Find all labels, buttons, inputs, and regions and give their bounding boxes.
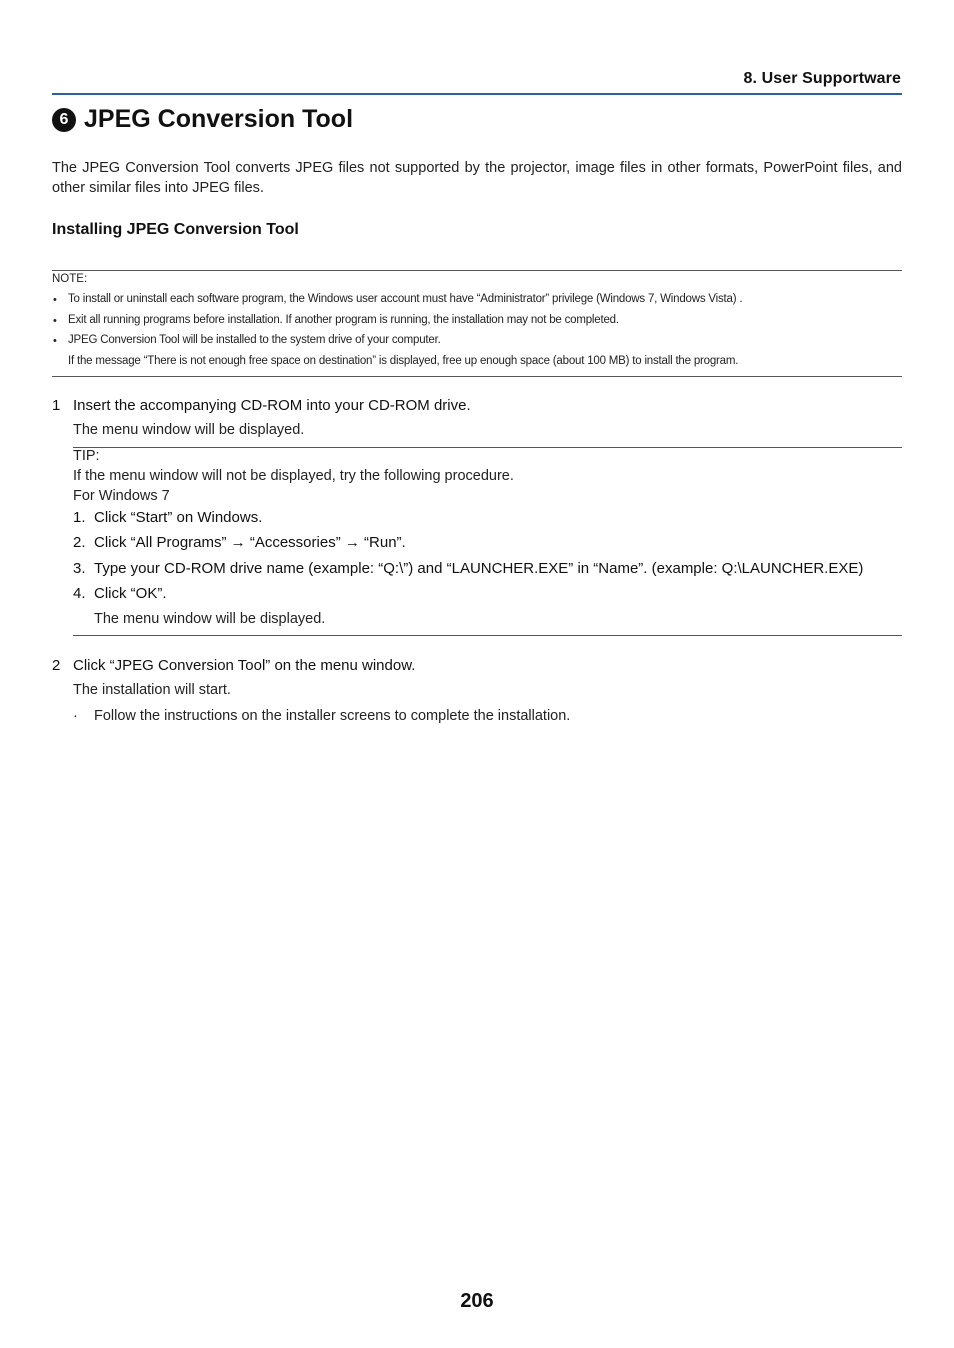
step-1-number: 1: [52, 397, 61, 414]
tip-line-1: If the menu window will not be displayed, try the following procedure.: [73, 468, 514, 484]
tip-step-4-num: 4.: [73, 585, 86, 602]
tip-step-3-text: Type your CD-ROM drive name (example: “Q:\”) and “LAUNCHER.EXE” in “Name”. (example: Q:\LAUNCHER.EXE): [94, 560, 864, 577]
step-2-number: 2: [52, 657, 61, 674]
tip-step-1-num: 1.: [73, 509, 86, 526]
note-bottom-rule: [52, 376, 902, 377]
intro-paragraph: The JPEG Conversion Tool converts JPEG files not supported by the projector, image files in other formats, PowerPoint files, and other similar files into JPEG files.: [52, 160, 902, 196]
step-2-result: The installation will start.: [73, 682, 231, 698]
note-item-3-continuation: If the message “There is not enough free space on destination” is displayed, free up enough space (about 100 MB) to install the program.: [68, 355, 739, 367]
tip-step-4-text: Click “OK”.: [94, 585, 167, 602]
section-header: 8. User Supportware: [743, 70, 901, 87]
page-number: 206: [460, 1290, 494, 1312]
note-top-rule: [52, 270, 902, 271]
tip-step-3-num: 3.: [73, 560, 86, 577]
step-2-text: Click “JPEG Conversion Tool” on the menu window.: [73, 657, 416, 674]
tip-top-rule: [73, 447, 902, 448]
tip-step-1-text: Click “Start” on Windows.: [94, 509, 263, 526]
tip-step-2-text: Click “All Programs” → “Accessories” → “Run”.: [94, 534, 406, 551]
tip-label: TIP:: [73, 448, 100, 464]
header-rule: [52, 93, 902, 95]
note-item-1: To install or uninstall each software program, the Windows user account must have “Administrator” privilege (Windows 7, Windows Vista) .: [68, 293, 743, 305]
step-2-bullet: ·: [73, 708, 78, 724]
page-title: [52, 105, 353, 134]
section-number-badge: 6: [52, 108, 76, 132]
note-bullet-2: •: [53, 315, 57, 327]
tip-result: The menu window will be displayed.: [94, 611, 326, 627]
step-1-text: Insert the accompanying CD-ROM into your CD-ROM drive.: [73, 397, 471, 414]
title-text: JPEG Conversion Tool: [84, 105, 354, 133]
note-bullet-1: •: [53, 294, 57, 306]
note-item-2: Exit all running programs before installation. If another program is running, the installation may not be completed.: [68, 314, 619, 326]
step-1-result: The menu window will be displayed.: [73, 422, 305, 438]
tip-step-2-num: 2.: [73, 534, 86, 551]
note-item-3: JPEG Conversion Tool will be installed to the system drive of your computer.: [68, 334, 441, 346]
step-2-bullet-text: Follow the instructions on the installer screens to complete the installation.: [94, 708, 571, 724]
note-bullet-3: •: [53, 335, 57, 347]
note-label: NOTE:: [52, 273, 88, 285]
subheading: Installing JPEG Conversion Tool: [52, 221, 299, 238]
tip-line-2: For Windows 7: [73, 488, 170, 504]
tip-bottom-rule: [73, 635, 902, 636]
